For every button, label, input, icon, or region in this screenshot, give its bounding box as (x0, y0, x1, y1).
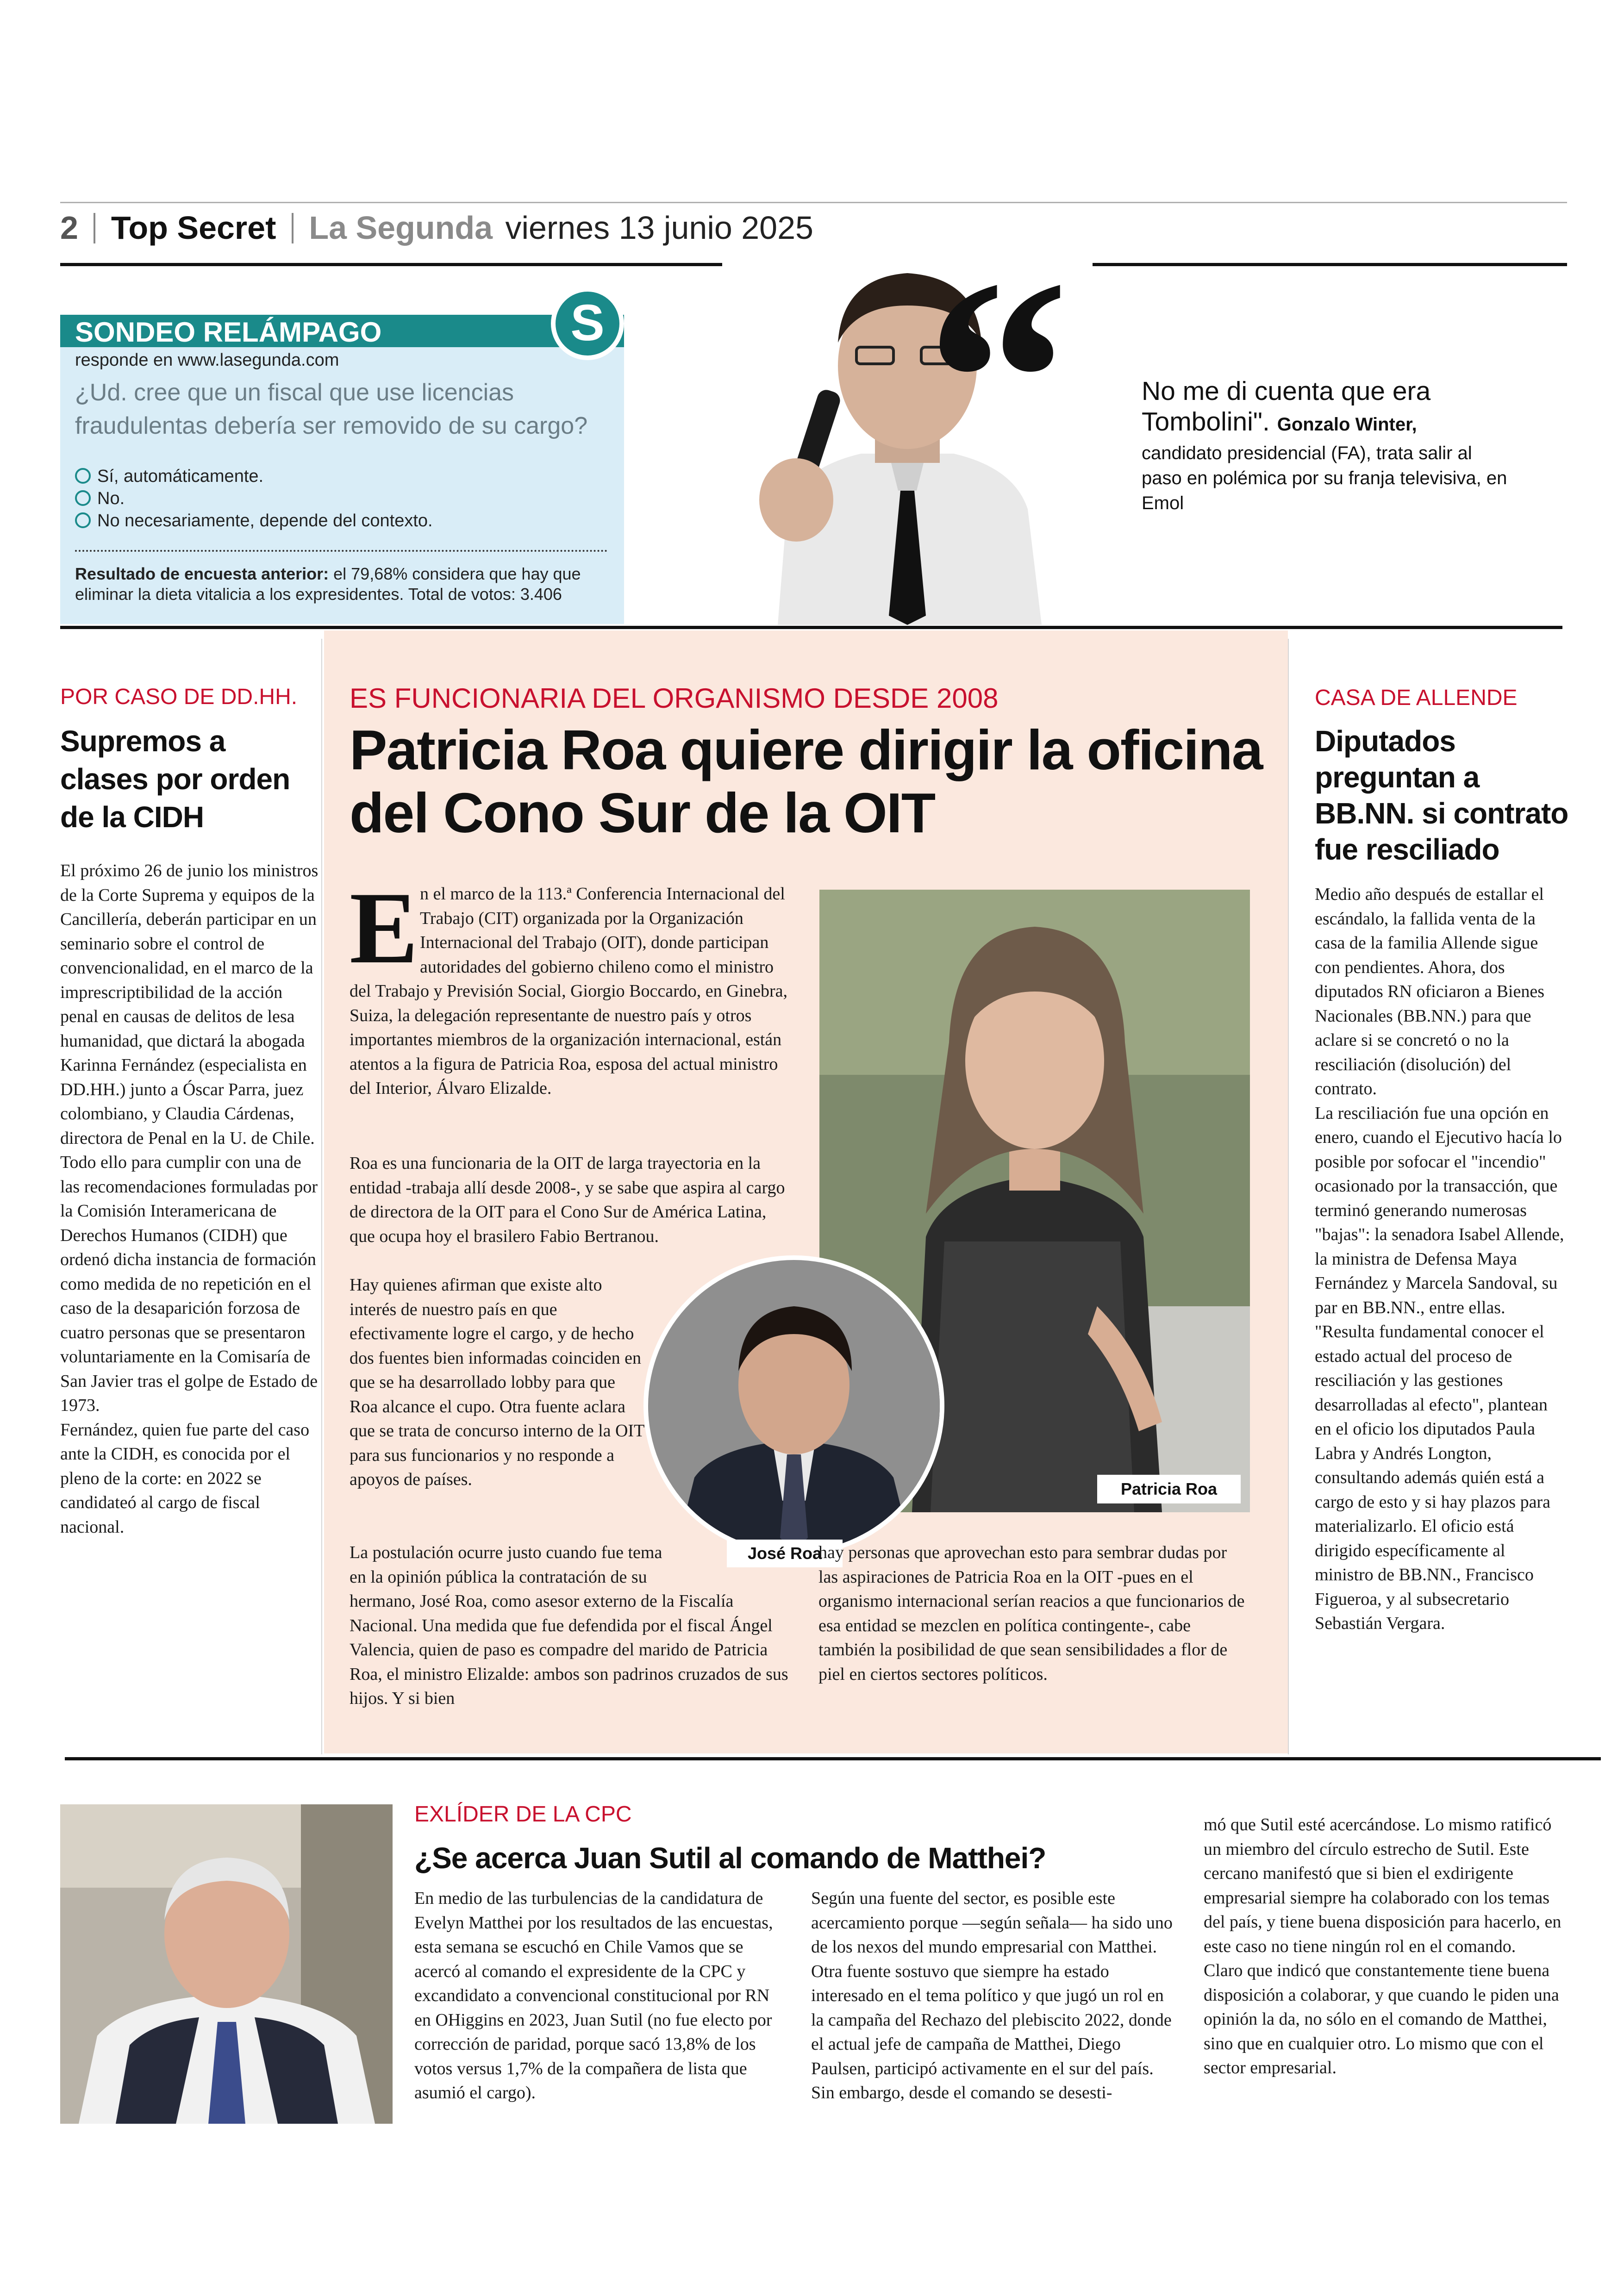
poll-option[interactable] (75, 510, 433, 531)
main-paragraph: Hay quienes afirman que existe alto interés de nuestro país en que efectivamente logre el cargo, y de hecho dos fuentes bien informadas coinciden en que se ha desarrollado lobby para que Roa alcance el cupo. Otra fuente aclara que se trata de concurso interno de la OIT para sus funcionarios y no responde a apoyos de países. (350, 1275, 644, 1489)
poll-dotted-divider (75, 550, 607, 552)
bottom-section-rule (65, 1757, 1601, 1760)
section-name: Top Secret (111, 210, 276, 246)
radio-circle-icon[interactable] (75, 490, 91, 506)
poll-previous-result (75, 564, 607, 605)
poll-option-label: Sí, automáticamente. (97, 467, 264, 486)
right-headline: Diputados preguntan a BB.NN. si contrato fue resciliado (1315, 724, 1568, 866)
right-kicker: CASA DE ALLENDE (1315, 686, 1518, 710)
patricia-roa-caption: Patricia Roa (1097, 1475, 1241, 1503)
left-kicker: POR CASO DE DD.HH. (60, 685, 298, 709)
main-kicker: ES FUNCIONARIA DEL ORGANISMO DESDE 2008 (350, 683, 999, 714)
right-body (1315, 882, 1565, 1636)
drop-cap: E (350, 871, 418, 985)
bottom-column-1: En medio de las turbulencias de la candidatura de Evelyn Matthei por los resultados de las encuestas, esta semana se escuchó en Chile Vamos que se acercó al comando el expresidente de la CPC y excandidato a convencional constitucional por RN en OHiggins en 2023, Juan Sutil (no fue electo por corrección de paridad, porque sacó 13,8% de los votos versus 1,7% de la compañera de lista que asumió el cargo). (414, 1889, 773, 2102)
poll-box (60, 315, 624, 624)
juan-sutil-photo (60, 1804, 393, 2124)
right-paragraph: Medio año después de estallar el escándalo, la fallida venta de la casa de la familia Allende sigue con pendientes. Ahora, dos diputados RN oficiaron a Bienes Nacionales (BB.NN.) para que aclare si se concretó o no la resciliación (disolución) del contrato. (1315, 885, 1545, 1098)
right-paragraph: La resciliación fue una opción en enero, cuando el Ejecutivo hacía lo posible por sofocar el "incendio" ocasionado por la transacción, que terminó generando numerosas "bajas": la senadora Isabel Allende, la ministra de Defensa Maya Fernández y Marcela Sandoval, su par en BB.NN., entre ellas. (1315, 1103, 1564, 1317)
bottom-paragraph: mó que Sutil esté acercándose. Lo mismo ratificó un miembro del círculo estrecho de Sutil. Este cercano manifestó que si bien el exdirigente empresarial siempre ha colaborado con los temas del país, y tiene buena disposición para hacerlo, en este caso no tiene ningún rol en el comando. (1204, 1815, 1562, 1956)
main-paragraph: Roa es una funcionaria de la OIT de larga trayectoria en la entidad -trabaja allí desde 2008-, y se sabe que aspira al cargo de directora de la OIT para el Cono Sur de América Latina, que ocupa hoy el brasilero Fabio Bertranou. (350, 1154, 785, 1246)
left-body (60, 859, 319, 1539)
radio-circle-icon[interactable] (75, 512, 91, 528)
right-paragraph: "Resulta fundamental conocer el estado actual del proceso de resciliación y las gestiones desarrolladas al efecto", plantean en el oficio los diputados Paula Labra y Andrés Longton, consultando además quién está a cargo de esto y si hay plazos para materializarlo. El oficio está dirigido específicamente al ministro de BB.NN., Francisco Figueroa, y al subsecretario Sebastián Vergara. (1315, 1322, 1550, 1633)
poll-option[interactable] (75, 466, 263, 487)
main-paragraph: La postulación ocurre justo cuando fue tema en la opinión pública la contratación de su hermano, José Roa, como asesor externo de la Fiscalía Nacional. Una medida que fue defendida por el fiscal Ángel Valencia, quien de paso es compadre del marido de Patricia Roa, el ministro Elizalde: ambos son padrinos cruzados de sus hijos. Y si bien (350, 1543, 788, 1708)
header-divider (292, 213, 294, 243)
quote-text (1142, 376, 1512, 440)
bottom-headline: ¿Se acerca Juan Sutil al comando de Matthei? (414, 1841, 1046, 1875)
main-paragraph-start (350, 1540, 794, 1711)
left-paragraph: Todo ello para cumplir con una de las recomendaciones formuladas por la Comisión Interamericana de Derechos Humanos (CIDH) que ordenó dicha instancia de formación como medida de no repetición en el caso de la desaparición forzosa de cuatro personas que se presentaron voluntariamente en la Comisaría de San Javier tras el golpe de Estado de 1973. (60, 1153, 318, 1415)
poll-question: ¿Ud. cree que un fiscal que use licencias fraudulentas debería ser removido de su cargo? (75, 379, 588, 439)
right-column-divider (1288, 639, 1289, 1754)
wrap-spacer (664, 1540, 794, 1589)
bottom-paragraph: Claro que indicó que constantemente tiene buena disposición a colaborar, y que cuando le piden una opinión la da, no sólo en el comando de Matthei, sino que en cualquier otro. Lo mismo que con el sector empresarial. (1204, 1961, 1559, 2077)
left-paragraph: Fernández, quien fue parte del caso ante la CIDH, es conocida por el pleno de la corte: en 2022 se candidateó al cargo de fiscal nacional. (60, 1420, 310, 1537)
quote-text-value: No me di cuenta que era Tombolini". (1142, 376, 1431, 437)
brand-name: La Segunda (309, 210, 493, 246)
left-paragraph: El próximo 26 de junio los ministros de la Corte Suprema y equipos de la Cancillería, deberán participar en un seminario sobre el control de convencionalidad, en el marco de la imprescriptibilidad de la acción penal en causas de delitos de lesa humanidad, que dictará la abogada Karinna Fernández (especialista en DD.HH.) junto a Óscar Parra, juez colombiano, y Claudia Cárdenas, directora de Penal en la U. de Chile. (60, 861, 319, 1148)
main-headline: Patricia Roa quiere dirigir la oficina del Cono Sur de la OIT (350, 718, 1262, 844)
left-column-divider (321, 639, 322, 1754)
issue-date: viernes 13 junio 2025 (505, 210, 813, 246)
header-divider (94, 213, 95, 243)
poll-previous-label: Resultado de encuesta anterior: (75, 564, 329, 583)
page-header (60, 209, 813, 246)
jose-roa-caption: José Roa (727, 1540, 843, 1567)
quote-mark-icon: “ (926, 221, 1069, 538)
poll-title: SONDEO RELÁMPAGO (75, 317, 382, 348)
jose-roa-photo (643, 1255, 944, 1556)
quote-author: Gonzalo Winter, (1277, 414, 1417, 435)
drop-cap-spacer (350, 871, 420, 985)
main-paragraph: hay personas que aprovechan esto para sembrar dudas por las aspiraciones de Patricia Roa en la OIT -pues en el organismo internacional serían reacios a que funcionarios de esa entidad se mezclen en política contingente-, cabe también la posibilidad de que sean sensibilidades a flor de piel en ciertos sectores políticos. (818, 1543, 1245, 1684)
poll-option-label: No. (97, 489, 125, 508)
poll-subtitle: responde en www.lasegunda.com (75, 350, 339, 370)
poll-option-label: No necesariamente, depende del contexto. (97, 511, 433, 530)
bottom-kicker: EXLÍDER DE LA CPC (414, 1802, 632, 1827)
poll-logo (551, 287, 624, 360)
bottom-paragraph: Según una fuente del sector, es posible este acercamiento porque —según señala— ha sido uno de los nexos del mundo empresarial con Matthei. Otra fuente sostuvo que siempre ha estado interesado en el tema político y que jugó un rol en la campaña del Rechazo del plebiscito 2022, donde el actual jefe de campaña de Matthei, Diego Paulsen, participó activamente en el sur del país. (811, 1889, 1173, 2078)
poll-option[interactable] (75, 488, 125, 509)
main-first-paragraph (350, 871, 794, 1101)
header-top-rule (60, 202, 1567, 203)
bottom-column-3 (1204, 1813, 1569, 2080)
poll-logo-letter: S (570, 294, 605, 351)
bottom-column-2 (811, 1886, 1177, 2105)
quote-attribution: candidato presidencial (FA), trata salir al paso en polémica por su franja televisiva, en Emol (1142, 443, 1507, 513)
left-headline: Supremos a clases por orden de la CIDH (60, 724, 290, 834)
poll-previous-text: el 79,68% considera que hay que eliminar la dieta vitalicia a los expresidentes. Total de votos: 3.406 (75, 564, 581, 604)
page-number: 2 (60, 210, 78, 246)
top-section-rule (60, 626, 1562, 629)
bottom-paragraph: Sin embargo, desde el comando se desesti- (811, 2083, 1112, 2102)
radio-circle-icon[interactable] (75, 468, 91, 484)
quote-block (1142, 376, 1512, 516)
main-paragraph: n el marco de la 113.ª Conferencia Internacional del Trabajo (CIT) organizada por la Organización Internacional del Trabajo (OIT), donde participan autoridades del gobierno chileno como el ministro del Trabajo y Previsión Social, Giorgio Boccardo, en Ginebra, Suiza, la delegación representante de nuestro país y otros importantes miembros de la organización internacional, están atentos a la figura de Patricia Roa, esposa del actual ministro del Interior, Álvaro Elizalde. (350, 884, 787, 1098)
